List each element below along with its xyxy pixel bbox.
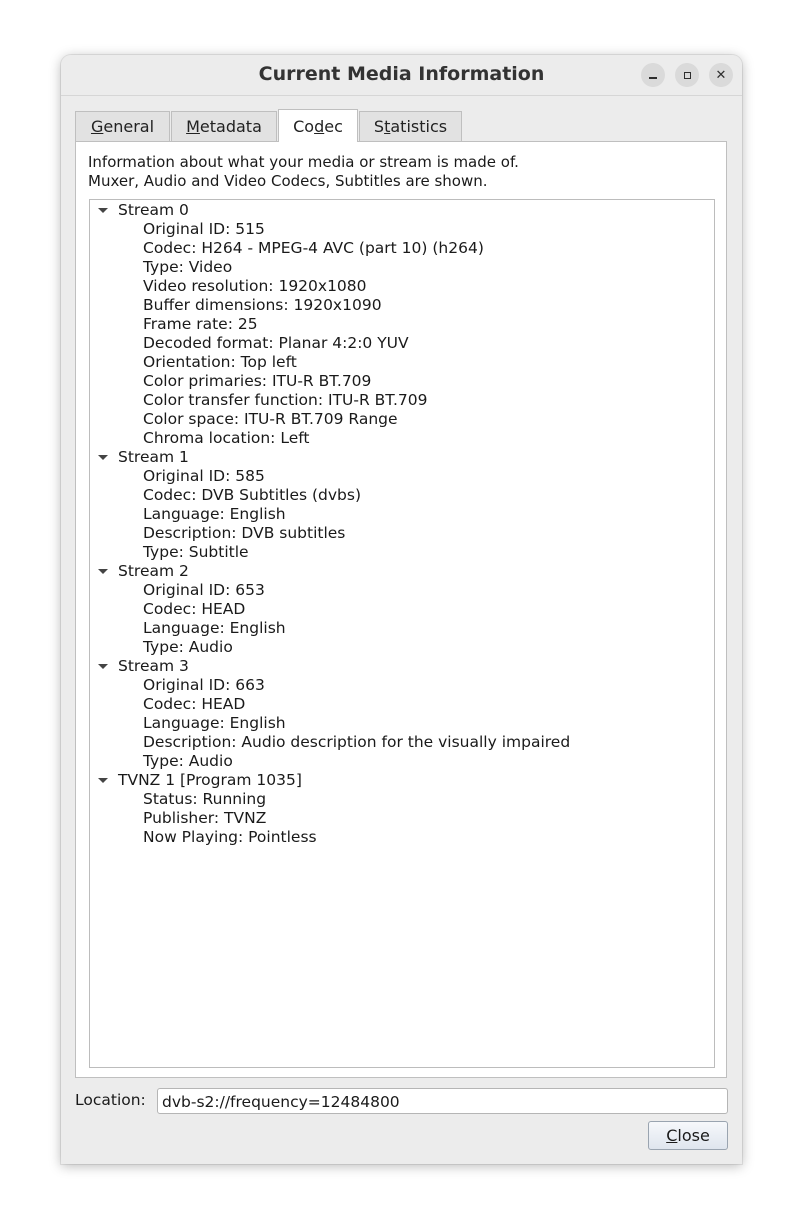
window-title: Current Media Information [258,63,545,85]
tab-label-post: atistics [390,117,448,136]
tree-item[interactable]: Chroma location: Left [143,429,310,447]
info-line-1: Information about what your media or stream is made of. [88,153,519,171]
tab-label-post: eneral [103,117,155,136]
location-label: Location: [75,1091,146,1109]
tab-metadata[interactable] [171,111,277,141]
close-button[interactable] [648,1121,728,1150]
tree-item[interactable]: Type: Audio [143,638,233,656]
tab-label-post: etadata [199,117,262,136]
tree-item[interactable]: Type: Video [143,258,233,276]
tree-item[interactable]: Decoded format: Planar 4:2:0 YUV [143,334,409,352]
close-label: lose [677,1126,710,1145]
tree-node-label: TVNZ 1 [Program 1035] [118,771,302,789]
maximize-button[interactable] [675,63,699,87]
tab-label-pre: Co [293,116,315,136]
tree-item[interactable]: Description: Audio description for the visually impaired [143,733,571,751]
tree-item[interactable]: Original ID: 663 [143,676,265,694]
expand-arrow-icon[interactable] [98,569,108,574]
tree-item[interactable]: Codec: H264 - MPEG-4 AVC (part 10) (h264) [143,239,484,257]
tree-item[interactable]: Buffer dimensions: 1920x1090 [143,296,382,314]
tree-item[interactable]: Original ID: 515 [143,220,265,238]
minimize-icon [649,77,657,79]
tree-node-stream[interactable] [90,771,570,790]
tab-mnemonic: d [314,116,325,136]
tab-mnemonic: M [186,117,200,136]
tree-item[interactable]: Description: DVB subtitles [143,524,346,542]
tree-item[interactable]: Language: English [143,505,286,523]
codec-panel [75,141,727,1078]
expand-arrow-icon[interactable] [98,664,108,669]
tree-item[interactable]: Status: Running [143,790,267,808]
tree-item[interactable]: Color primaries: ITU-R BT.709 [143,372,372,390]
tree-node-stream[interactable] [90,448,570,467]
info-line-2: Muxer, Audio and Video Codecs, Subtitles are shown. [88,172,488,190]
tab-statistics[interactable] [359,111,462,141]
tree-item[interactable]: Publisher: TVNZ [143,809,267,827]
tree-node-label: Stream 2 [118,562,189,580]
close-icon: ✕ [715,67,727,83]
stream-tree-list [90,201,570,847]
minimize-button[interactable] [641,63,665,87]
tree-item[interactable]: Codec: HEAD [143,600,246,618]
tab-mnemonic: G [90,117,104,136]
tree-item[interactable]: Color transfer function: ITU-R BT.709 [143,391,428,409]
tree-item[interactable]: Language: English [143,619,286,637]
expand-arrow-icon[interactable] [98,778,108,783]
location-field[interactable] [157,1088,728,1114]
tree-item[interactable]: Language: English [143,714,286,732]
tree-item[interactable]: Now Playing: Pointless [143,828,317,846]
tree-item[interactable]: Original ID: 585 [143,467,265,485]
codec-description [88,153,519,191]
tree-item[interactable]: Video resolution: 1920x1080 [143,277,367,295]
tree-item[interactable]: Original ID: 653 [143,581,265,599]
tree-node-stream[interactable] [90,201,570,220]
expand-arrow-icon[interactable] [98,208,108,213]
stream-tree[interactable] [89,199,715,1068]
tree-item[interactable]: Codec: DVB Subtitles (dvbs) [143,486,362,504]
tree-item[interactable]: Frame rate: 25 [143,315,258,333]
close-mnemonic: C [666,1126,678,1145]
tree-node-label: Stream 3 [118,657,189,675]
tree-node-stream[interactable] [90,562,570,581]
tab-general[interactable] [75,111,170,141]
tab-codec[interactable] [278,109,358,142]
tab-mnemonic: t [384,117,391,136]
tree-item[interactable]: Color space: ITU-R BT.709 Range [143,410,398,428]
tree-node-label: Stream 0 [118,201,189,219]
tree-item[interactable]: Type: Audio [143,752,233,770]
tab-label-post: ec [324,116,343,136]
tree-item[interactable]: Codec: HEAD [143,695,246,713]
maximize-icon [684,72,691,79]
tree-item[interactable]: Orientation: Top left [143,353,297,371]
title-bar[interactable] [61,55,742,96]
tree-node-stream[interactable] [90,657,570,676]
tab-label-pre: S [373,117,385,136]
expand-arrow-icon[interactable] [98,455,108,460]
tree-node-label: Stream 1 [118,448,189,466]
media-info-window [61,55,742,1164]
close-window-button[interactable] [709,63,733,87]
tree-item[interactable]: Type: Subtitle [143,543,249,561]
